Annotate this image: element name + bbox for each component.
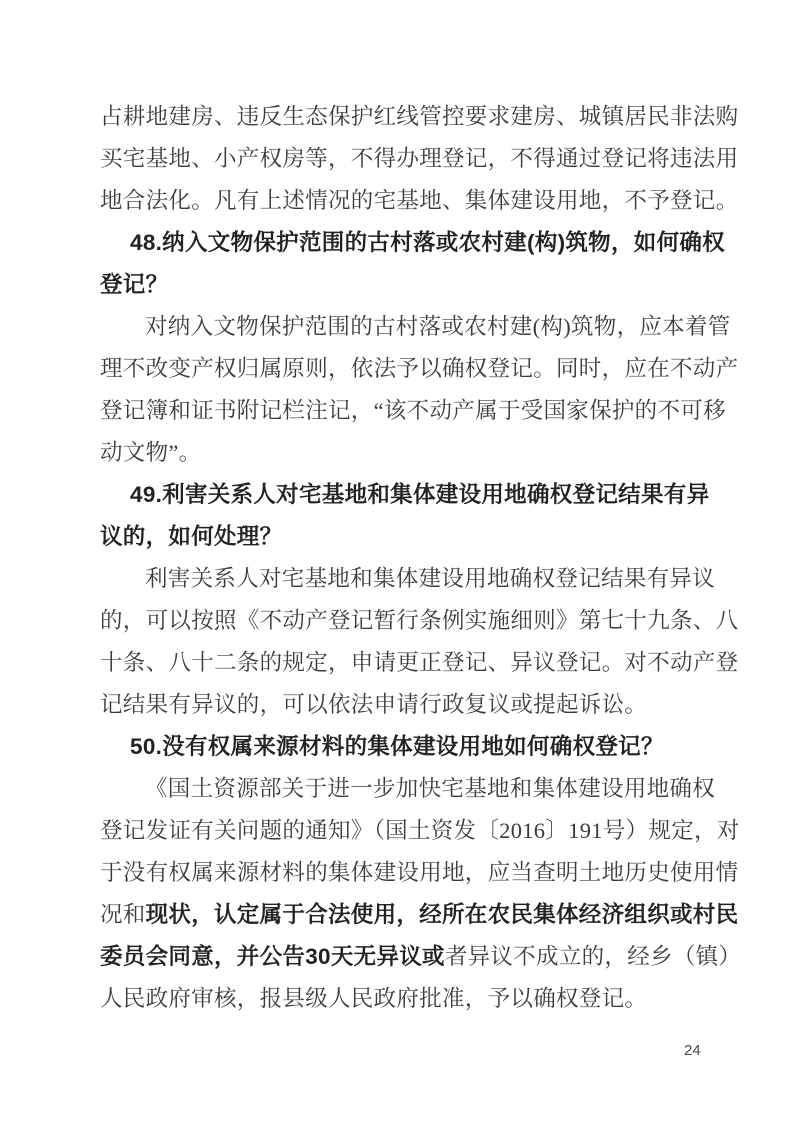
bold-text-segment: 委员会同意，并公告30天无异议或 bbox=[100, 944, 445, 969]
text-segment: 登记发证有关问题的通知》（国土资发〔2016〕191号）规定，对 bbox=[100, 818, 740, 843]
text-segment: 买宅基地、小产权房等，不得办理登记，不得通过登记将违法用 bbox=[100, 146, 739, 171]
text-line bbox=[100, 474, 734, 516]
text-segment: 于没有权属来源材料的集体建设用地，应当查明土地历史使用情 bbox=[100, 860, 739, 885]
text-line bbox=[100, 264, 734, 306]
text-segment: 《国土资源部关于进一步加快宅基地和集体建设用地确权 bbox=[145, 776, 716, 801]
text-line bbox=[100, 642, 739, 684]
text-line bbox=[100, 558, 734, 600]
text-segment: 动文物”。 bbox=[100, 440, 202, 465]
text-line bbox=[100, 180, 739, 222]
text-segment: 况和 bbox=[100, 902, 146, 927]
text-segment: 地合法化。凡有上述情况的宅基地、集体建设用地，不予登记。 bbox=[100, 188, 739, 213]
text-segment: 利害关系人对宅基地和集体建设用地确权登记结果有异议 bbox=[145, 566, 716, 591]
bold-text-segment: 50.没有权属来源材料的集体建设用地如何确权登记？ bbox=[130, 734, 664, 759]
bold-text-segment: 48.纳入文物保护范围的古村落或农村建(构)筑物，如何确权 bbox=[130, 230, 725, 255]
paragraph-continued-from-previous-page bbox=[100, 96, 739, 222]
text-line bbox=[100, 978, 734, 1020]
text-line bbox=[100, 936, 742, 978]
text-segment: 登记簿和证书附记栏注记，“该不动产属于受国家保护的不可移 bbox=[100, 398, 726, 423]
text-segment: 记结果有异议的，可以依法申请行政复议或提起诉讼。 bbox=[100, 692, 648, 717]
page-number: 24 bbox=[684, 1042, 701, 1059]
text-segment: 十条、八十二条的规定，申请更正登记、异议登记。对不动产登 bbox=[100, 650, 739, 675]
text-segment: 理不改变产权归属原则，依法予以确权登记。同时，应在不动产 bbox=[100, 356, 739, 381]
text-line bbox=[100, 348, 739, 390]
text-line bbox=[100, 96, 739, 138]
text-line bbox=[100, 432, 734, 474]
bold-text-segment: 49.利害关系人对宅基地和集体建设用地确权登记结果有异 bbox=[130, 482, 710, 507]
text-segment: 者异议不成立的，经乡（镇） bbox=[444, 944, 742, 969]
text-line bbox=[100, 726, 734, 768]
question-48-answer bbox=[100, 306, 739, 474]
text-line bbox=[100, 600, 739, 642]
question-50-heading bbox=[100, 726, 734, 768]
text-line bbox=[100, 852, 739, 894]
text-line bbox=[100, 222, 734, 264]
bold-text-segment: 现状，认定属于合法使用，经所在农民集体经济组织或村民 bbox=[145, 902, 739, 927]
text-line bbox=[100, 894, 739, 936]
text-line bbox=[100, 684, 734, 726]
text-segment: 人民政府审核，报县级人民政府批准，予以确权登记。 bbox=[100, 986, 648, 1011]
question-49-answer bbox=[100, 558, 739, 726]
text-segment: 占耕地建房、违反生态保护红线管控要求建房、城镇居民非法购 bbox=[100, 104, 739, 129]
text-block bbox=[100, 96, 742, 1020]
bold-text-segment: 议的，如何处理？ bbox=[100, 524, 283, 549]
text-line bbox=[100, 810, 740, 852]
bold-text-segment: 登记？ bbox=[100, 272, 169, 297]
question-48-heading bbox=[100, 222, 734, 306]
text-line bbox=[100, 516, 734, 558]
text-line bbox=[100, 138, 739, 180]
text-segment: 的，可以按照《不动产登记暂行条例实施细则》第七十九条、八 bbox=[100, 608, 739, 633]
question-50-answer bbox=[100, 768, 742, 1020]
text-line bbox=[100, 768, 734, 810]
text-segment: 对纳入文物保护范围的古村落或农村建(构)筑物，应本着管 bbox=[145, 314, 731, 339]
text-line bbox=[100, 390, 734, 432]
text-line bbox=[100, 306, 734, 348]
question-49-heading bbox=[100, 474, 734, 558]
